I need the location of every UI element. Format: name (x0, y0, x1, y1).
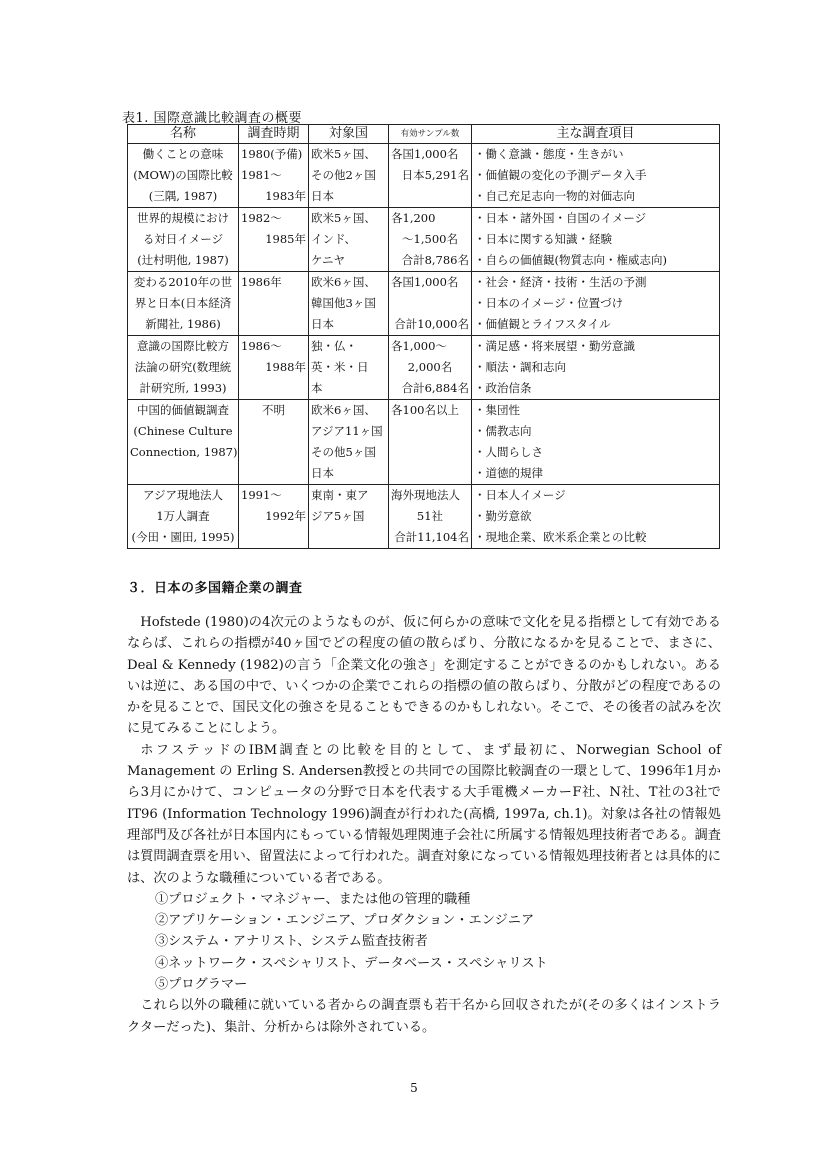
cell-line: 1983年 (265, 189, 306, 203)
cell-line: 1986～ (241, 339, 282, 353)
table-row (128, 400, 720, 485)
cell-line: 変わる2010年の世 (133, 275, 233, 289)
cell-line: 1982～ (241, 211, 282, 225)
cell-line: 欧米5ヶ国、 (311, 211, 376, 225)
cell-line: (今田・園田, 1995) (131, 530, 235, 544)
cell-line: 日本 (311, 189, 334, 203)
table-caption: 表1. 国際意識比較調査の概要 (122, 111, 303, 126)
cell-line: ～1,500名 (402, 232, 458, 246)
job-type-item: ①プロジェクト・マネジャー、または他の管理的職種 (155, 891, 471, 907)
header-name: 名称 (128, 125, 239, 144)
cell-line: 合計8,786名 (401, 253, 469, 267)
cell-name (128, 485, 239, 549)
cell-line: ・人間らしさ (474, 445, 543, 459)
cell-line: 中国的価値観調査 (137, 403, 229, 417)
cell-line: 意識の国際比較方 (137, 339, 229, 353)
cell-line: Connection, 1987) (130, 445, 238, 459)
cell-line (391, 293, 469, 314)
body-text (127, 612, 721, 1038)
cell-line: ・日本・諸外国・自国のイメージ (474, 211, 647, 225)
cell-line: ・社会・経済・技術・生活の予測 (474, 275, 647, 289)
cell-sample (389, 144, 472, 208)
cell-line: 日本 (311, 466, 334, 480)
cell-line: 1万人調査 (156, 509, 210, 523)
cell-line: 合計6,884名 (401, 381, 469, 395)
cell-line: インド、 (311, 232, 356, 246)
cell-line: 欧米5ヶ国、 (311, 147, 376, 161)
cell-items (472, 208, 720, 272)
cell-period (239, 336, 309, 400)
cell-line: 各国1,000名 (391, 147, 459, 161)
cell-line: 1986年 (241, 275, 282, 289)
cell-line: ・働く意識・態度・生きがい (474, 147, 624, 161)
table-row (128, 272, 720, 336)
cell-name (128, 144, 239, 208)
cell-line: 1985年 (265, 232, 306, 246)
cell-line: ・日本に関する知識・経験 (474, 232, 612, 246)
cell-target (309, 400, 389, 485)
paragraph: ホフステッドのIBM調査との比較を目的として、まず最初に、Norwegian School of Management の Erling S. Andersen教授との共同での国際比較調査の一環として、1996年1月から3月にかけて、コンピュータの分野で日本を代表する大手電機メーカーF社、N社、T社の3社でIT96 (Information Technology 1996)調査が行われた(高橋, 1997a, ch.1)。対象は各社の情報処理部門及び各社が日本国内にもっている情報処理関連子会社に所属する情報処理技術者である。調査は質問調査票を用い、留置法によって行われた。調査対象になっている情報処理技術者とは具体的には、次のような職種についている者である。 (127, 742, 721, 886)
table-header-row (128, 125, 720, 144)
cell-line: 東南・東ア (311, 488, 369, 502)
table-row (128, 144, 720, 208)
cell-line: 1991～ (241, 488, 282, 502)
cell-line: (三隅, 1987) (148, 189, 218, 203)
cell-period (239, 485, 309, 549)
job-type-list (127, 889, 721, 995)
cell-line: 欧米6ヶ国、 (311, 403, 376, 417)
cell-name (128, 400, 239, 485)
cell-items (472, 336, 720, 400)
cell-line: ・現地企業、欧米系企業との比較 (474, 530, 647, 544)
header-target: 対象国 (309, 125, 389, 144)
cell-line: ジア5ヶ国 (311, 509, 365, 523)
cell-line: ・日本人イメージ (474, 488, 566, 502)
cell-line: ・勤労意欲 (474, 509, 532, 523)
cell-items (472, 272, 720, 336)
cell-line: アジア11ヶ国 (311, 424, 383, 438)
cell-line: ・政治信条 (474, 381, 532, 395)
cell-line: ・自らの価値観(物質志向・権威志向) (474, 253, 667, 267)
section-heading: ３．日本の多国籍企業の調査 (127, 581, 303, 596)
cell-line: 本 (311, 381, 323, 395)
cell-line: 不明 (262, 403, 285, 417)
cell-target (309, 144, 389, 208)
cell-line: 合計10,000名 (394, 317, 469, 331)
cell-line: 韓国他3ヶ国 (311, 296, 376, 310)
cell-line (391, 186, 469, 207)
cell-line: 各国1,000名 (391, 275, 459, 289)
cell-line: (辻村明他, 1987) (137, 253, 229, 267)
cell-period (239, 400, 309, 485)
cell-line: ・自己充足志向一物的対価志向 (474, 189, 635, 203)
cell-line: ケニヤ (311, 253, 346, 267)
cell-target (309, 485, 389, 549)
cell-line (311, 527, 386, 548)
cell-line (130, 463, 236, 484)
cell-line: 2,000名 (407, 360, 453, 374)
cell-period (239, 208, 309, 272)
cell-line: (MOW)の国際比較 (133, 168, 233, 182)
cell-line: 欧米6ヶ国、 (311, 275, 376, 289)
cell-period (239, 144, 309, 208)
cell-line (241, 527, 306, 548)
cell-sample (389, 485, 472, 549)
cell-line: 界と日本(日本経済 (134, 296, 232, 310)
cell-line: 働くことの意味 (142, 147, 224, 161)
cell-line: 1988年 (265, 360, 306, 374)
cell-sample (389, 272, 472, 336)
job-type-item: ⑤プログラマー (155, 977, 248, 993)
cell-line: ・価値観とライフスタイル (474, 317, 611, 331)
paragraph: Hofstede (1980)の4次元のようなものが、仮に何らかの意味で文化を見る指標として有効であるならば、これらの指標が40ヶ国でどの程度の値の散らばり、分散になるかを見ることで、まさに、Deal & Kennedy (1982)の言う「企業文化の強さ」を測定することができるのかもしれない。あるいは逆に、ある国の中で、いくつかの企業でこれらの指標の値の散らばり、分散がどの程度であるのかを見ることで、国民文化の強さを見ることもできるのかもしれない。そこで、その後者の試みを次に見てみることにしよう。 (127, 615, 721, 737)
cell-line: (Chinese Culture (133, 424, 233, 438)
cell-line: 各1,000～ (391, 339, 447, 353)
cell-line: ・価値観の変化の予測データ入手 (474, 168, 647, 182)
cell-line: ・順法・調和志向 (474, 360, 566, 374)
cell-line (391, 421, 469, 442)
cell-line (391, 463, 469, 484)
cell-sample (389, 208, 472, 272)
header-sample: 有効サンプル数 (389, 125, 472, 144)
cell-line: その他5ヶ国 (311, 445, 376, 459)
cell-line (241, 378, 306, 399)
cell-target (309, 208, 389, 272)
cell-line: 独・仏・ (311, 339, 357, 353)
cell-line: る対日イメージ (142, 232, 224, 246)
cell-line: 世界的規模におけ (137, 211, 229, 225)
cell-line: 1981～ (241, 168, 282, 182)
page-number: 5 (410, 1081, 418, 1095)
cell-name (128, 272, 239, 336)
cell-line: その他2ヶ国 (311, 168, 376, 182)
cell-line (241, 250, 306, 271)
cell-line: 法論の研究(数理統 (134, 360, 232, 374)
cell-line: ・集団性 (474, 403, 520, 417)
cell-line: 英・米・日 (311, 360, 369, 374)
table-row (128, 336, 720, 400)
header-items: 主な調査項目 (472, 125, 720, 144)
cell-name (128, 208, 239, 272)
cell-line (391, 442, 469, 463)
table-row (128, 485, 720, 549)
cell-items (472, 144, 720, 208)
header-period: 調査時期 (239, 125, 309, 144)
cell-line (241, 421, 306, 442)
cell-line: 日本5,291名 (401, 168, 469, 182)
cell-line: 日本 (311, 317, 334, 331)
cell-line (241, 293, 306, 314)
cell-line (241, 442, 306, 463)
cell-line: ・道徳的規律 (474, 466, 543, 480)
cell-line: 1980(予備) (241, 147, 303, 161)
cell-line: ・日本のイメージ・位置づけ (474, 296, 624, 310)
cell-sample (389, 336, 472, 400)
cell-line: 1992年 (265, 509, 306, 523)
table-row (128, 208, 720, 272)
cell-line (241, 463, 306, 484)
cell-line: アジア現地法人 (142, 488, 224, 502)
cell-line: ・儒教志向 (474, 424, 532, 438)
cell-line: 51社 (416, 509, 444, 523)
cell-sample (389, 400, 472, 485)
cell-name (128, 336, 239, 400)
cell-items (472, 400, 720, 485)
cell-line: 合計11,104名 (394, 530, 469, 544)
cell-line: 各1,200 (391, 211, 436, 225)
survey-table (127, 124, 720, 549)
cell-period (239, 272, 309, 336)
job-type-item: ③システム・アナリスト、システム監査技術者 (155, 934, 428, 950)
cell-line: 海外現地法人 (391, 488, 460, 502)
cell-line (241, 314, 306, 335)
cell-line: 各100名以上 (391, 403, 459, 417)
cell-line: ・満足感・将来展望・勤労意識 (474, 339, 635, 353)
job-type-item: ④ネットワーク・スペシャリスト、データベース・スペシャリスト (155, 955, 548, 971)
paragraph: これら以外の職種に就いている者からの調査票も若干名から回収されたが(その多くはインストラクターだった)、集計、分析からは除外されている。 (127, 998, 721, 1035)
job-type-item: ②アプリケーション・エンジニア、プロダクション・エンジニア (155, 913, 535, 929)
cell-line: 新聞社, 1986) (145, 317, 221, 331)
cell-items (472, 485, 720, 549)
cell-line: 計研究所, 1993) (139, 381, 227, 395)
cell-target (309, 336, 389, 400)
cell-target (309, 272, 389, 336)
